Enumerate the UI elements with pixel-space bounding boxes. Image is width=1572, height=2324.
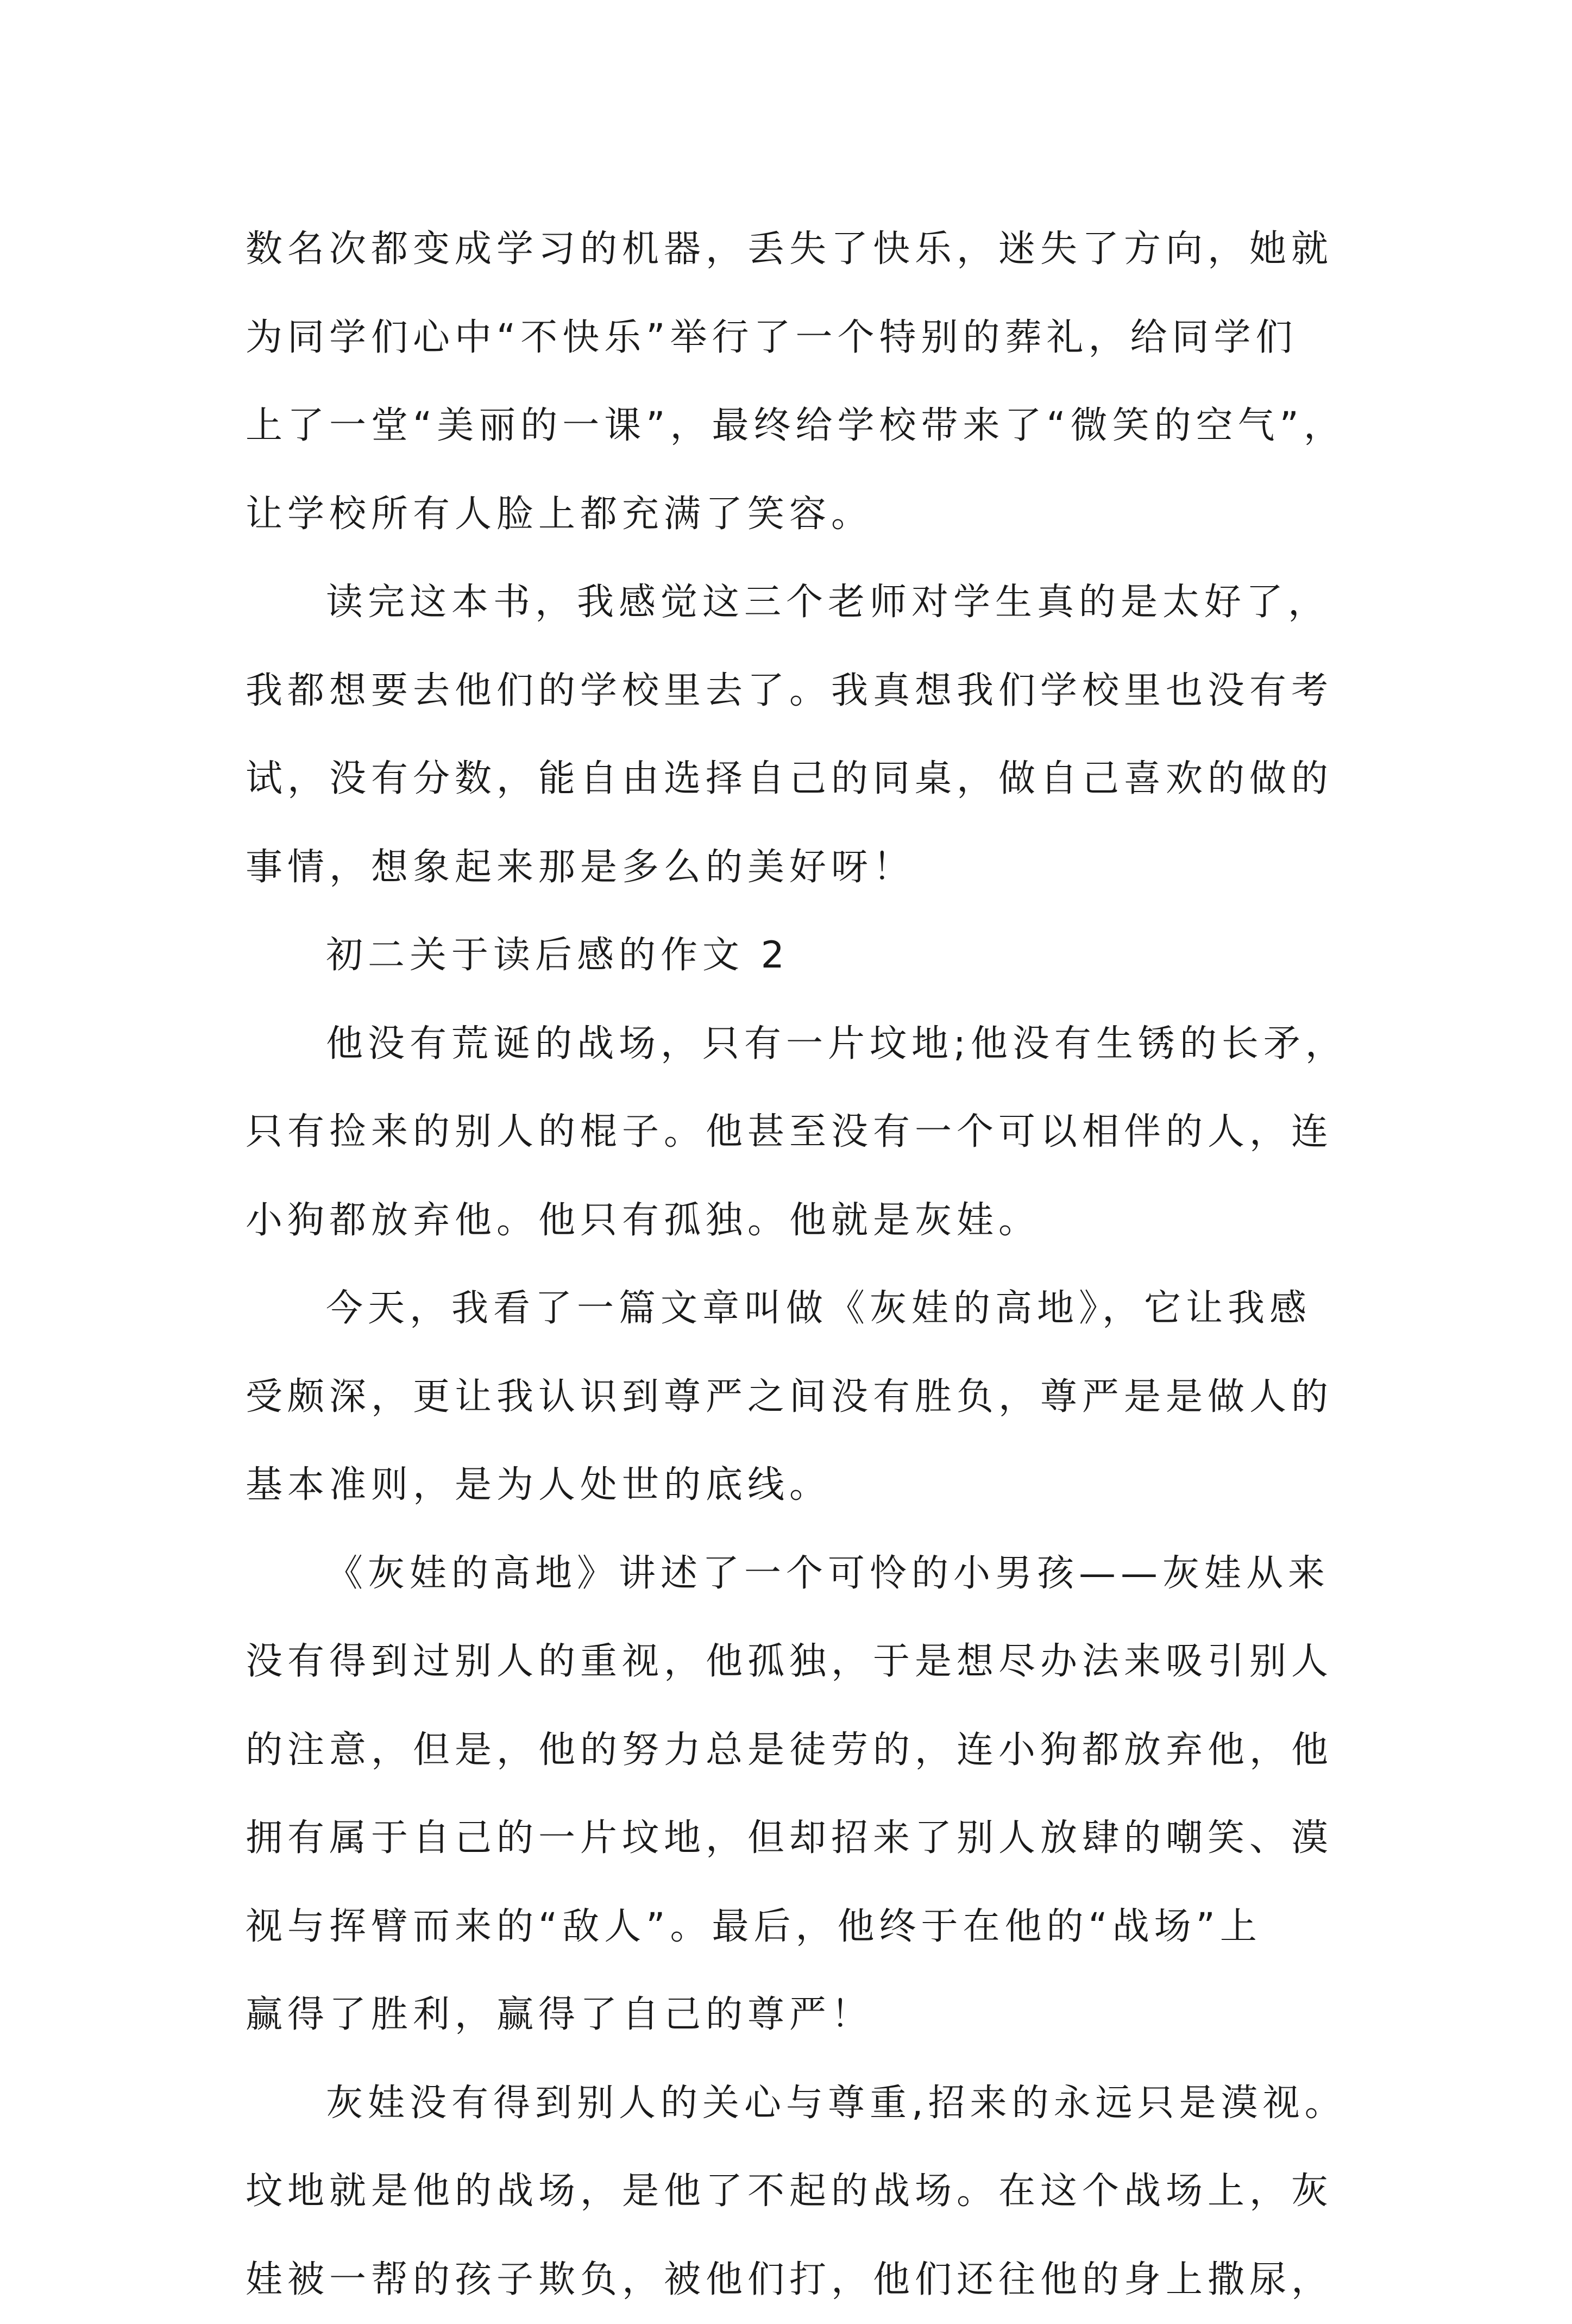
text-line: 坟地就是他的战场，是他了不起的战场。在这个战场上，灰 [246, 2147, 1337, 2236]
text-line: 让学校所有人脸上都充满了笑容。 [246, 470, 1337, 559]
text-line: 为同学们心中“不快乐”举行了一个特别的葬礼，给同学们 [246, 294, 1337, 382]
text-line: 没有得到过别人的重视，他孤独，于是想尽办法来吸引别人 [246, 1618, 1337, 1706]
text-line: 娃被一帮的孩子欺负，被他们打，他们还往他的身上撒尿， [246, 2236, 1337, 2324]
text-line: 他没有荒诞的战场，只有一片坟地;他没有生锈的长矛， [246, 1000, 1337, 1089]
text-line: 基本准则，是为人处世的底线。 [246, 1441, 1337, 1530]
text-line: 拥有属于自己的一片坟地，但却招来了别人放肆的嘲笑、漠 [246, 1794, 1337, 1883]
text-line: 灰娃没有得到别人的关心与尊重,招来的永远只是漠视。 [246, 2059, 1337, 2148]
text-line: 受颇深，更让我认识到尊严之间没有胜负，尊严是是做人的 [246, 1353, 1337, 1442]
text-line: 数名次都变成学习的机器，丢失了快乐，迷失了方向，她就 [246, 205, 1337, 294]
text-line: 的注意，但是，他的努力总是徒劳的，连小狗都放弃他，他 [246, 1706, 1337, 1795]
text-line: 赢得了胜利，赢得了自己的尊严！ [246, 1971, 1337, 2059]
document-body [246, 205, 1337, 2324]
text-line: 视与挥臂而来的“敌人”。最后，他终于在他的“战场”上 [246, 1883, 1337, 1971]
text-line: 小狗都放弃他。他只有孤独。他就是灰娃。 [246, 1177, 1337, 1265]
text-line: 读完这本书，我感觉这三个老师对学生真的是太好了， [246, 558, 1337, 647]
text-line: 事情，想象起来那是多么的美好呀！ [246, 824, 1337, 912]
text-line: 只有捡来的别人的棍子。他甚至没有一个可以相伴的人，连 [246, 1088, 1337, 1177]
text-line: 上了一堂“美丽的一课”，最终给学校带来了“微笑的空气”， [246, 382, 1337, 470]
text-line: 《灰娃的高地》讲述了一个可怜的小男孩——灰娃从来 [246, 1530, 1337, 1618]
text-line: 今天，我看了一篇文章叫做《灰娃的高地》，它让我感 [246, 1265, 1337, 1353]
text-line: 我都想要去他们的学校里去了。我真想我们学校里也没有考 [246, 647, 1337, 736]
text-line: 初二关于读后感的作文 2 [246, 912, 1337, 1000]
text-line: 试，没有分数，能自由选择自己的同桌，做自己喜欢的做的 [246, 735, 1337, 824]
